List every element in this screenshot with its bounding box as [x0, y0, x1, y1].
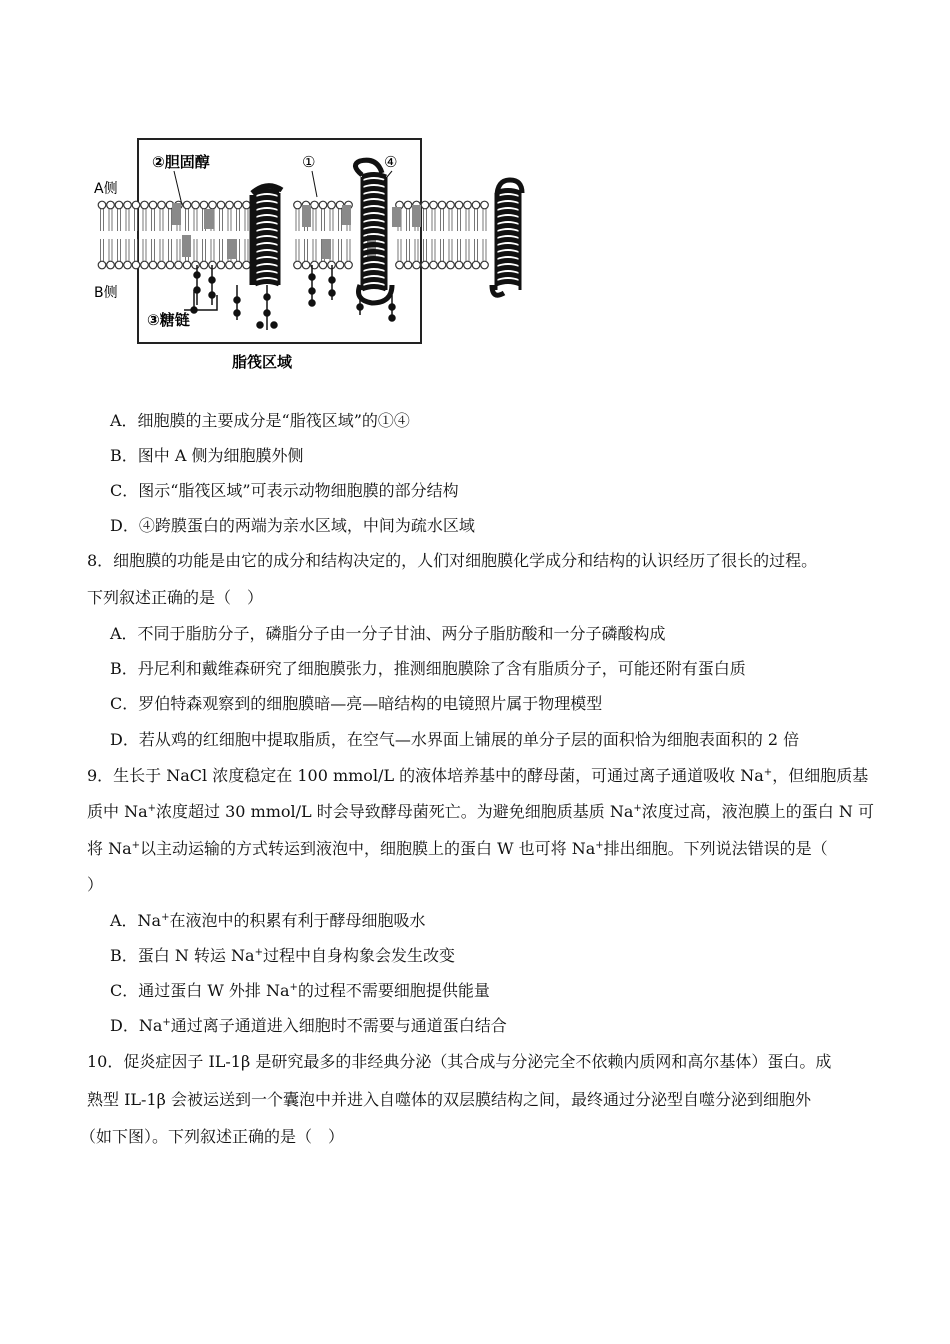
helix-turn [362, 224, 386, 227]
lipid-head [209, 201, 217, 209]
lipid-head [183, 261, 191, 269]
phospholipid-tails [101, 209, 487, 261]
helix-turn [496, 240, 520, 243]
lipid-tail [458, 209, 461, 261]
lipid-head [183, 201, 191, 209]
lipid-head [447, 201, 455, 209]
lipid-tail [424, 209, 427, 261]
q10-stem-line3: （如下图）。下列叙述正确的是（ ） [80, 1127, 345, 1146]
lipid-tail [169, 209, 172, 261]
lipid-head [328, 201, 336, 209]
lipid-head [107, 201, 115, 209]
lipid-head [336, 261, 344, 269]
lipid-head [124, 261, 132, 269]
membrane-figure [92, 135, 542, 380]
lipid-head [200, 261, 208, 269]
lipid-head [107, 261, 115, 269]
lipid-tail [407, 209, 410, 261]
lipid-head [124, 201, 132, 209]
figure-caption: 脂筏区域 [232, 353, 293, 371]
lipid-head [192, 261, 200, 269]
lipid-head [413, 261, 421, 269]
lipid-head [226, 201, 234, 209]
helix-coils-1 [255, 191, 279, 286]
helix-coils-4 [362, 175, 386, 291]
q9-option-b: B．蛋白 N 转运 Na+过程中自身构象会发生改变 [110, 946, 455, 965]
q9-stem-line4: ） [87, 875, 104, 894]
lipid-tail [109, 209, 112, 261]
lipid-head [98, 201, 106, 209]
q8-option-a: A．不同于脂肪分子，磷脂分子由一分子甘油、两分子脂肪酸和一分子磷酸构成 [110, 624, 666, 643]
lipid-head [158, 261, 166, 269]
helix-turn [362, 189, 386, 192]
helix-turn [255, 198, 279, 201]
lipid-head [226, 261, 234, 269]
lipid-head [98, 261, 106, 269]
lipid-tail [101, 209, 104, 261]
lipid-head [243, 201, 251, 209]
q9-option-a: A．Na+在液泡中的积累有利于酵母细胞吸水 [110, 911, 426, 930]
lipid-head [192, 201, 200, 209]
helix-turn [362, 287, 386, 290]
lipid-head [319, 201, 327, 209]
lipid-head [294, 201, 302, 209]
q9-stem-line2: 质中 Na+浓度超过 30 mmol/L 时会导致酵母菌死亡。为避免细胞质基质 Na+浓度过高，液泡膜上的蛋白 N 可 [87, 802, 874, 821]
lipid-head [217, 261, 225, 269]
lipid-head [200, 201, 208, 209]
helix-turn [496, 268, 520, 271]
helix-turn [255, 240, 279, 243]
lipid-head [396, 261, 404, 269]
lipid-head [464, 201, 472, 209]
lipid-head [472, 201, 480, 209]
lipid-tail [449, 209, 452, 261]
helix-turn [496, 219, 520, 222]
lipid-head [447, 261, 455, 269]
lipid-head [455, 201, 463, 209]
lipid-head [158, 201, 166, 209]
lipid-head [115, 261, 123, 269]
lipid-tail [475, 209, 478, 261]
lipid-head [234, 201, 242, 209]
lipid-head [149, 201, 157, 209]
lipid-head [481, 261, 489, 269]
lipid-head [455, 261, 463, 269]
lipid-head [132, 201, 140, 209]
lipid-tail [483, 209, 486, 261]
lipid-head [404, 261, 412, 269]
helix-turn [496, 254, 520, 257]
helix-turn [362, 273, 386, 276]
helix-turn [496, 275, 520, 278]
helix-turn [362, 238, 386, 241]
lipid-tail [441, 209, 444, 261]
helix-turn [255, 268, 279, 271]
label-1: ① [302, 153, 316, 171]
q9-stem-line3: 将 Na+以主动运输的方式转运到液泡中，细胞膜上的蛋白 W 也可将 Na+排出细胞。下列说法错误的是（ [87, 839, 828, 858]
helix-turn [255, 261, 279, 264]
helix-turn [496, 205, 520, 208]
helix-turn [255, 247, 279, 250]
helix-turn [362, 252, 386, 255]
helix-turn [255, 191, 279, 194]
lipid-head [294, 261, 302, 269]
label-4: ④ [384, 153, 398, 171]
lipid-head [141, 261, 149, 269]
helix-turn [362, 210, 386, 213]
helix-turn [362, 259, 386, 262]
helix-turn [362, 266, 386, 269]
helix-turn [255, 212, 279, 215]
lipid-head [234, 261, 242, 269]
q10-stem-line1: 10．促炎症因子 IL-1β 是研究最多的非经典分泌（其合成与分泌完全不依赖内质网和高尔基体）蛋白。成 [87, 1052, 832, 1071]
helix-turn [362, 196, 386, 199]
lipid-head [421, 261, 429, 269]
helix-turn [255, 219, 279, 222]
helix-turn [255, 233, 279, 236]
side-b-label: B侧 [94, 285, 118, 301]
helix-turn [255, 254, 279, 257]
phospholipid-heads [98, 201, 488, 269]
lipid-tail [143, 209, 146, 261]
helix-turn [255, 226, 279, 229]
lipid-head [302, 261, 310, 269]
helix-turn [496, 233, 520, 236]
helix-turn [496, 198, 520, 201]
lipid-tail [466, 209, 469, 261]
lipid-head [472, 261, 480, 269]
helix-turn [255, 275, 279, 278]
lipid-head [438, 201, 446, 209]
lipid-tail [313, 209, 316, 261]
helix-turn [496, 212, 520, 215]
lipid-head [319, 261, 327, 269]
lipid-tail [296, 209, 299, 261]
q8-option-c: C．罗伯特森观察到的细胞膜暗—亮—暗结构的电镜照片属于物理模型 [110, 694, 603, 713]
lipid-tail [126, 209, 129, 261]
lipid-head [345, 261, 353, 269]
lipid-tail [245, 209, 248, 261]
helix-turn [362, 175, 386, 178]
lipid-tail [339, 209, 342, 261]
lipid-head [464, 261, 472, 269]
lipid-tail [220, 209, 223, 261]
helix-turn [255, 205, 279, 208]
lipid-tail [194, 209, 197, 261]
q8-stem-line1: 8．细胞膜的功能是由它的成分和结构决定的，人们对细胞膜化学成分和结构的认识经历了很长的过程。 [87, 551, 818, 570]
cholesterol-label: ②胆固醇 [152, 153, 210, 171]
q8-option-b: B．丹尼利和戴维森研究了细胞膜张力，推测细胞膜除了含有脂质分子，可能还附有蛋白质 [110, 659, 746, 678]
q7-option-a: A．细胞膜的主要成分是“脂筏区域”的①④ [110, 411, 410, 430]
q9-option-c: C．通过蛋白 W 外排 Na+的过程不需要细胞提供能量 [110, 981, 490, 1000]
lipid-head [404, 201, 412, 209]
helix-turn [496, 226, 520, 229]
q9-stem-line1: 9．生长于 NaCl 浓度稳定在 100 mmol/L 的液体培养基中的酵母菌，可通过离子通道吸收 Na+，但细胞质基 [87, 766, 869, 785]
lipid-head [149, 261, 157, 269]
lipid-head [217, 201, 225, 209]
lipid-head [132, 261, 140, 269]
q9-option-d: D．Na+通过离子通道进入细胞时不需要与通道蛋白结合 [110, 1016, 507, 1035]
lipid-head [430, 201, 438, 209]
sugar-chain-label: ③糖链 [147, 311, 190, 329]
lipid-tail [432, 209, 435, 261]
lipid-head [438, 261, 446, 269]
helix-turn [496, 191, 520, 194]
q7-option-d: D．④跨膜蛋白的两端为亲水区域，中间为疏水区域 [110, 516, 475, 535]
lipid-head [115, 201, 123, 209]
helix-turn [362, 280, 386, 283]
lipid-tail [160, 209, 163, 261]
q10-stem-line2: 熟型 IL-1β 会被运送到一个囊泡中并进入自噬体的双层膜结构之间，最终通过分泌型自噬分泌到细胞外 [87, 1090, 811, 1109]
helix-turn [362, 217, 386, 220]
lipid-head [481, 201, 489, 209]
helix-turn [362, 231, 386, 234]
helix-turn [496, 247, 520, 250]
lipid-head [141, 201, 149, 209]
helix-turn [255, 282, 279, 285]
side-a-label: A侧 [94, 181, 118, 197]
q7-option-b: B．图中 A 侧为细胞膜外侧 [110, 446, 304, 465]
helix-coils-outside [496, 191, 520, 291]
helix-turn [496, 261, 520, 264]
lipid-head [421, 201, 429, 209]
q8-option-d: D．若从鸡的红细胞中提取脂质，在空气—水界面上铺展的单分子层的面积恰为细胞表面积的 2 倍 [110, 730, 800, 749]
lipid-tail [118, 209, 121, 261]
q7-option-c: C．图示“脂筏区域”可表示动物细胞膜的部分结构 [110, 481, 459, 500]
lipid-head [175, 261, 183, 269]
helix-turn [362, 203, 386, 206]
q8-stem-line2: 下列叙述正确的是（ ） [87, 588, 264, 607]
lipid-head [430, 261, 438, 269]
lipid-head [311, 201, 319, 209]
lipid-head [166, 261, 174, 269]
lipid-head [243, 261, 251, 269]
lipid-tail [152, 209, 155, 261]
helix-turn [362, 245, 386, 248]
helix-turn [496, 282, 520, 285]
